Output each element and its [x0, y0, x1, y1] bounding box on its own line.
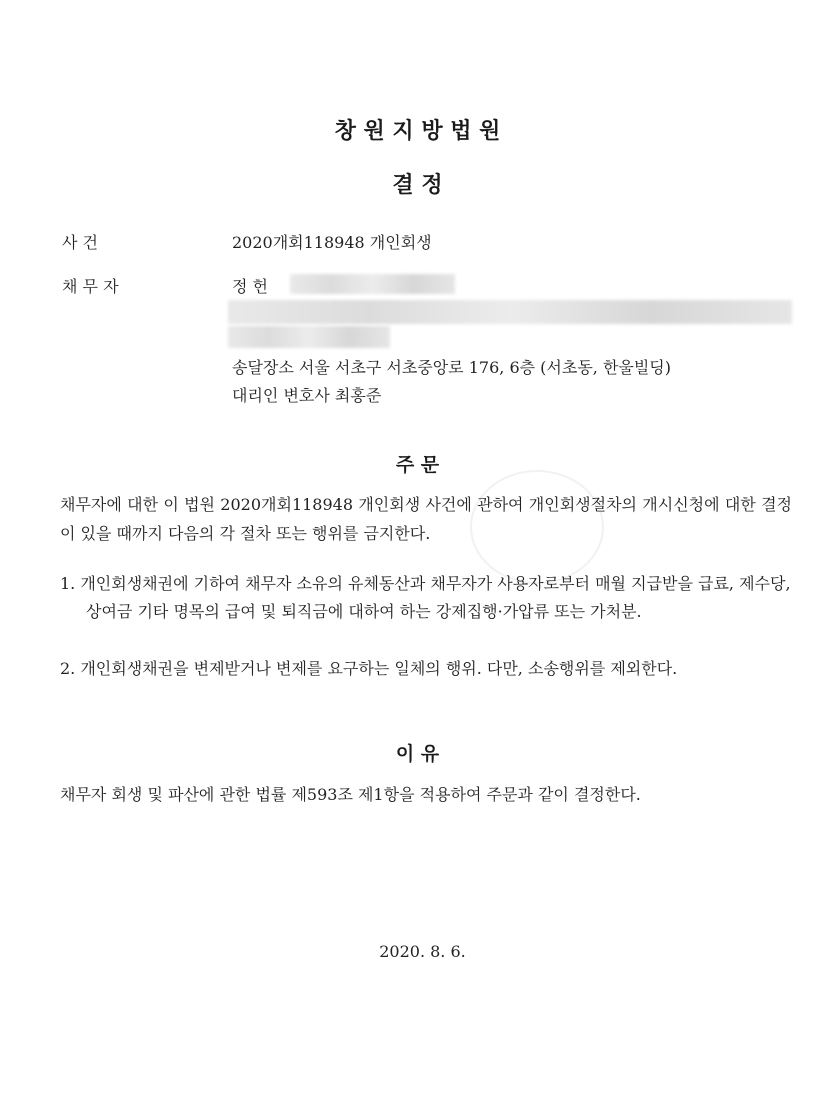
order-item-1: 1. 개인회생채권에 기하여 채무자 소유의 유체동산과 채무자가 사용자로부터 매월 지급받을 급료, 제수당, 상여금 기타 명목의 급여 및 퇴직금에 대하여 하는 강제집행·가압류 또는 가처분.	[60, 574, 791, 621]
document-type: 결 정	[392, 173, 443, 198]
court-name: 창 원 지 방 법 원	[334, 119, 501, 144]
order-heading: 주 문	[395, 454, 440, 476]
redacted-name	[290, 274, 455, 294]
debtor-name: 정 헌	[232, 277, 268, 296]
delivery-address: 송달장소 서울 서초구 서초중앙로 176, 6층 (서초동, 한울빌딩)	[232, 358, 672, 377]
order-intro: 채무자에 대한 이 법원 2020개회118948 개인회생 사건에 관하여 개인회생절차의 개시신청에 대한 결정이 있을 때까지 다음의 각 절차 또는 행위를 금지한다.	[60, 495, 792, 543]
redacted-address	[228, 300, 792, 324]
order-item-2: 2. 개인회생채권을 변제받거나 변제를 요구하는 일체의 행위. 다만, 소송행위를 제외한다.	[60, 659, 678, 678]
case-label: 사 건	[62, 233, 98, 252]
reason-heading: 이 유	[395, 743, 440, 765]
decision-date: 2020. 8. 6.	[379, 942, 466, 961]
debtor-agent: 대리인 변호사 최홍준	[232, 386, 382, 405]
case-value: 2020개회118948 개인회생	[232, 233, 432, 252]
reason-text: 채무자 회생 및 파산에 관한 법률 제593조 제1항을 적용하여 주문과 같이 결정한다.	[60, 785, 641, 804]
redacted-address-cont	[228, 326, 390, 348]
debtor-label: 채 무 자	[62, 277, 119, 296]
